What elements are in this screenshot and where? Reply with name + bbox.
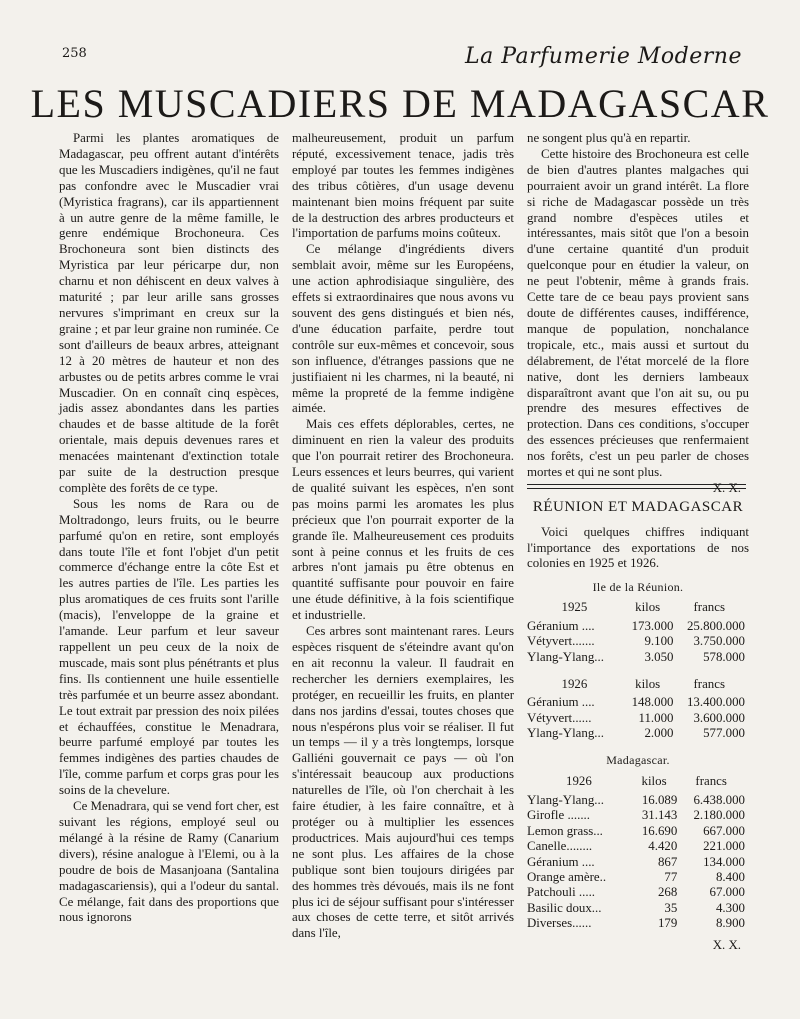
table-row: Vétyvert...... 11.000 3.600.000 xyxy=(527,710,745,725)
article-signature: X. X. xyxy=(712,480,741,495)
section-divider xyxy=(527,484,746,489)
madagascar-1926-table xyxy=(527,771,745,932)
exports-sidebar xyxy=(527,500,749,953)
sidebar-signature: X. X. xyxy=(712,937,741,952)
page-number: 258 xyxy=(62,46,87,61)
table-row: Ylang-Ylang... 3.050 578.000 xyxy=(527,649,745,664)
reunion-1926-table xyxy=(527,673,745,741)
paragraph: Mais ces effets déplorables, certes, ne diminuent en rien la valeur des produits que l'on pourrait retirer des Brochoneura. Leurs essences et leurs beurres, qui varient de qualité suivant les espèces, n'en sont pas moins parmi les aromates les plus précieux que l'on pourrait exporter de la grande île. Malheureusement ces produits sont à peine connus et les fruits de ces arbres n'ont jamais pu être obtenus en quantité suffisante pour pouvoir en faire une étude définitive, à la fois scientifique et industrielle. xyxy=(292,417,514,623)
table-row: Ylang-Ylang... 2.000 577.000 xyxy=(527,726,745,741)
paragraph: ne songent plus qu'à en repartir. xyxy=(527,131,691,145)
table-row: Basilic doux... 35 4.300 xyxy=(527,900,745,915)
text-column-3 xyxy=(527,131,749,497)
table-row: Géranium .... 148.000 13.400.000 xyxy=(527,695,745,710)
table-row: Géranium .... 173.000 25.800.000 xyxy=(527,619,745,634)
table-header: 1925 kilos francs xyxy=(561,600,725,615)
journal-title: La Parfumerie Moderne xyxy=(464,44,742,69)
table-row: Lemon grass... 16.690 667.000 xyxy=(527,823,745,838)
text-column-2 xyxy=(292,131,514,942)
sidebar-intro: Voici quelques chiffres indiquant l'importance des exportations de nos colonies en 1925 et 1926. xyxy=(527,525,749,571)
paragraph: Cette histoire des Brochoneura est celle de bien d'autres plantes malgaches qui pourraient avoir un grand intérêt. La flore si riche de Madagascar possède un très grand nombre d'espèces utiles et intéressantes, mais sitôt que l'on a besoin d'une certaine quantité d'un produit quelconque pour en étudier la valeur, on ne peut l'obtenir, même à grands frais. Cette tare de ce beau pays provient sans doute de différentes causes, indifférence, manque de population, nonchalance tropicale, etc., mais aussi et surtout du délabrement, de l'état morcelé de la flore native, dont les derniers lambeaux disparaîtront avant que l'on ait su, ou pu prendre des mesures effectives de protection. Dans ces conditions, s'occuper des essences précieuses que renfermaient nos forêts, c'est un peu parler de choses mortes et qui ne sont plus. xyxy=(527,146,749,480)
table-row: Orange amère.. 77 8.400 xyxy=(527,869,745,884)
paragraph: Ce Menadrara, qui se vend fort cher, est suivant les régions, employé seul ou mélangé à la résine de Ramy (Canarium divers), résine analogue à l'Elemi, ou à la poudre de bois de Masanjoana (Santalina madagascariensis), qui a l'odeur du santal. Ce mélange, fait dans des proportions que nous ignorons xyxy=(59,799,280,925)
table-row: Patchouli ..... 268 67.000 xyxy=(527,885,745,900)
paragraph: malheureusement, produit un parfum réputé, excessivement tenace, jadis très employé par toutes les femmes indigènes des tribus côtières, d'un usage devenu maintenant bien moins fréquent par suite de la destruction des arbres producteurs et l'importation de parfums moins coûteux. xyxy=(292,131,514,241)
table-row: Vétyvert....... 9.100 3.750.000 xyxy=(527,634,745,649)
sidebar-title: RÉUNION ET MADAGASCAR xyxy=(532,499,744,515)
table-row: Ylang-Ylang... 16.089 6.438.000 xyxy=(527,792,745,807)
paragraph: Ces arbres sont maintenant rares. Leurs espèces risquent de s'éteindre avant qu'on en ait reconnu la valeur. Il faudrait en rechercher les derniers exemplaires, les protéger, en recueillir les fruits, en planter dans nos jardins d'essai, toutes choses que nous n'espérons plus voir se réaliser. Il fut un temps — il y a très longtemps, lorsque Galliéni gouvernait ce pays — où l'on s'intéressait beaucoup aux productions naturelles de l'île, où l'on cherchait à les faire étudier, à les faire connaître, et à protéger ou à multiplier les essences productrices. Mais aujourd'hui ces temps ne sont plus. Les affaires de la chose publique sont bien toujours dirigées par des hommes très dévoués, mais ils ne font plus ici de séjour suffisant pour s'intéresser aux choses de cette terre, et sitôt arrivés dans l'île, xyxy=(292,624,514,941)
table-header: 1926 kilos francs xyxy=(561,676,725,691)
article-title: LES MUSCADIERS DE MADAGASCAR xyxy=(30,81,770,126)
table-header: 1926 kilos francs xyxy=(566,774,727,789)
paragraph: Parmi les plantes aromatiques de Madagascar, peu offrent autant d'intérêts que les Muscadiers indigènes, qu'il ne faut pas confondre avec le Muscadier vrai (Myristica fragrans), car ils appartiennent à un autre genre de la même famille, le genre endémique Brochoneura. Ces Brochoneura sont bien distincts des Myristica par leur péricarpe dur, non charnu et non déhiscent en deux valves à maturité ; par leur arille sans grosses nervures s'imprimant en creux sur la graine ; et par leur graine non ruminée. Ce sont d'ailleurs de beaux arbres, atteignant 12 à 20 mètres de hauteur et non des arbustes ou de petits arbres comme le vrai Muscadier. On en connaît cinq espèces, jadis assez abondantes dans les parties chaudes et de basse altitude de la forêt orientale, mais depuis devenues rares et menacées maintenant d'extinction totale par suite de la destruction presque complète des forêts de ce type. xyxy=(59,131,279,495)
reunion-heading: Ile de la Réunion. xyxy=(592,579,684,594)
table-row: Géranium .... 867 134.000 xyxy=(527,854,745,869)
reunion-1925-table xyxy=(527,597,745,665)
madagascar-heading: Madagascar. xyxy=(606,753,670,768)
table-row: Diverses...... 179 8.900 xyxy=(527,916,745,931)
table-row: Girofle ....... 31.143 2.180.000 xyxy=(527,808,745,823)
paragraph: Ce mélange d'ingrédients divers semblait avoir, même sur les Européens, une action aphrodisiaque singulière, des effets si extraordinaires que nous avons vu souvent des gens distingués et bien nés, d'une éducation parfaite, perdre tout contrôle sur eux-mêmes et concevoir, sous son influence, d'étranges passions que ne justifiaient ni les charmes, ni la beauté, ni même la propreté de la femme indigène aimée. xyxy=(292,242,514,416)
paragraph: Sous les noms de Rara ou de Moltradongo, leurs fruits, ou le beurre parfumé qu'on en retire, sont employés dans toute l'île et font l'objet d'un petit commerce d'échange entre la côte Est et les autres parties de l'île. Les parties les plus aromatiques de ces fruits sont l'arille (macis), l'enveloppe de la graine et l'amande. Leur parfum et leur saveur rappellent un peu ceux de la noix de muscade, mais sont plus pénétrants et plus fins. Ils contiennent une huile essentielle très parfumée et un beurre assez abondant. Le tout extrait par pression des noix pilées et échauffées, constitue le Menadrara, beurre parfumé employé par toutes les femmes indigènes des parties chaudes de l'île, comme parfum et corps gras pour les soins de la chevelure. xyxy=(59,496,279,798)
table-row: Canelle........ 4.420 221.000 xyxy=(527,839,745,854)
text-column-1 xyxy=(59,131,279,926)
